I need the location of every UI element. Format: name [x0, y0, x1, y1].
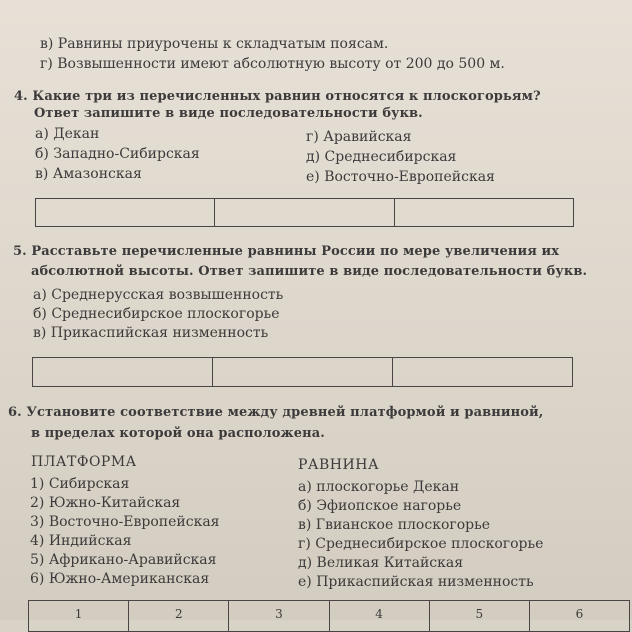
question-4-text: 4. Какие три из перечисленных равнин относятся к плоскогорьям?	[14, 89, 541, 104]
plain-item: а) плоскогорье Декан	[298, 479, 460, 495]
q6-answer-header[interactable]: 3	[229, 601, 329, 631]
statement-v: в) Равнины приурочены к складчатым поясам.	[40, 36, 389, 52]
plain-column-header: РАВНИНА	[298, 457, 380, 473]
platform-item: 5) Африкано-Аравийская	[30, 552, 217, 568]
q4-option-a: а) Декан	[35, 126, 100, 142]
plain-item: б) Эфиопское нагорье	[298, 498, 462, 514]
plain-item: д) Великая Китайская	[298, 555, 464, 571]
q4-option-g: г) Аравийская	[306, 129, 412, 145]
q4-option-b: б) Западно-Сибирская	[35, 146, 200, 162]
platform-item: 4) Индийская	[30, 533, 132, 549]
q5-option-v: в) Прикаспийская низменность	[33, 325, 269, 341]
q6-answer-header[interactable]: 2	[129, 601, 229, 631]
q6-answer-header[interactable]: 5	[430, 601, 530, 631]
question-5-text: 5. Расставьте перечисленные равнины России по мере увеличения их	[13, 244, 560, 259]
q6-answer-table	[28, 600, 630, 632]
platform-item: 2) Южно-Китайская	[30, 495, 181, 511]
q6-answer-header[interactable]: 1	[29, 601, 129, 631]
q4-option-e: е) Восточно-Европейская	[306, 169, 495, 185]
q6-answer-header[interactable]: 4	[330, 601, 430, 631]
question-6-text: 6. Установите соответствие между древней платформой и равниной,	[8, 405, 544, 420]
q5-answer-cell[interactable]	[33, 358, 213, 386]
q5-answer-cell[interactable]	[393, 358, 572, 386]
question-5-instruction: абсолютной высоты. Ответ запишите в виде последовательности букв.	[31, 264, 588, 279]
question-4-instruction: Ответ запишите в виде последовательности букв.	[34, 106, 423, 121]
q5-option-b: б) Среднесибирское плоскогорье	[33, 306, 280, 322]
q4-answer-cell[interactable]	[215, 199, 394, 226]
platform-item: 6) Южно-Американская	[30, 571, 210, 587]
statement-g: г) Возвышенности имеют абсолютную высоту от 200 до 500 м.	[40, 56, 505, 72]
q4-answer-table	[35, 198, 574, 227]
q4-answer-cell[interactable]	[395, 199, 573, 226]
platform-item: 1) Сибирская	[30, 476, 130, 492]
platform-column-header: ПЛАТФОРМА	[31, 454, 137, 470]
q4-option-d: д) Среднесибирская	[306, 149, 457, 165]
q5-answer-table	[32, 357, 573, 387]
plain-item: г) Среднесибирское плоскогорье	[298, 536, 544, 552]
q4-option-v: в) Амазонская	[35, 166, 142, 182]
q4-answer-cell[interactable]	[36, 199, 215, 226]
plain-item: в) Гвианское плоскогорье	[298, 517, 491, 533]
q6-answer-header[interactable]: 6	[575, 607, 584, 621]
plain-item: е) Прикаспийская низменность	[298, 574, 534, 590]
question-6-instruction: в пределах которой она расположена.	[31, 426, 325, 441]
q5-option-a: а) Среднерусская возвышенность	[33, 287, 284, 303]
q5-answer-cell[interactable]	[213, 358, 393, 386]
platform-item: 3) Восточно-Европейская	[30, 514, 220, 530]
